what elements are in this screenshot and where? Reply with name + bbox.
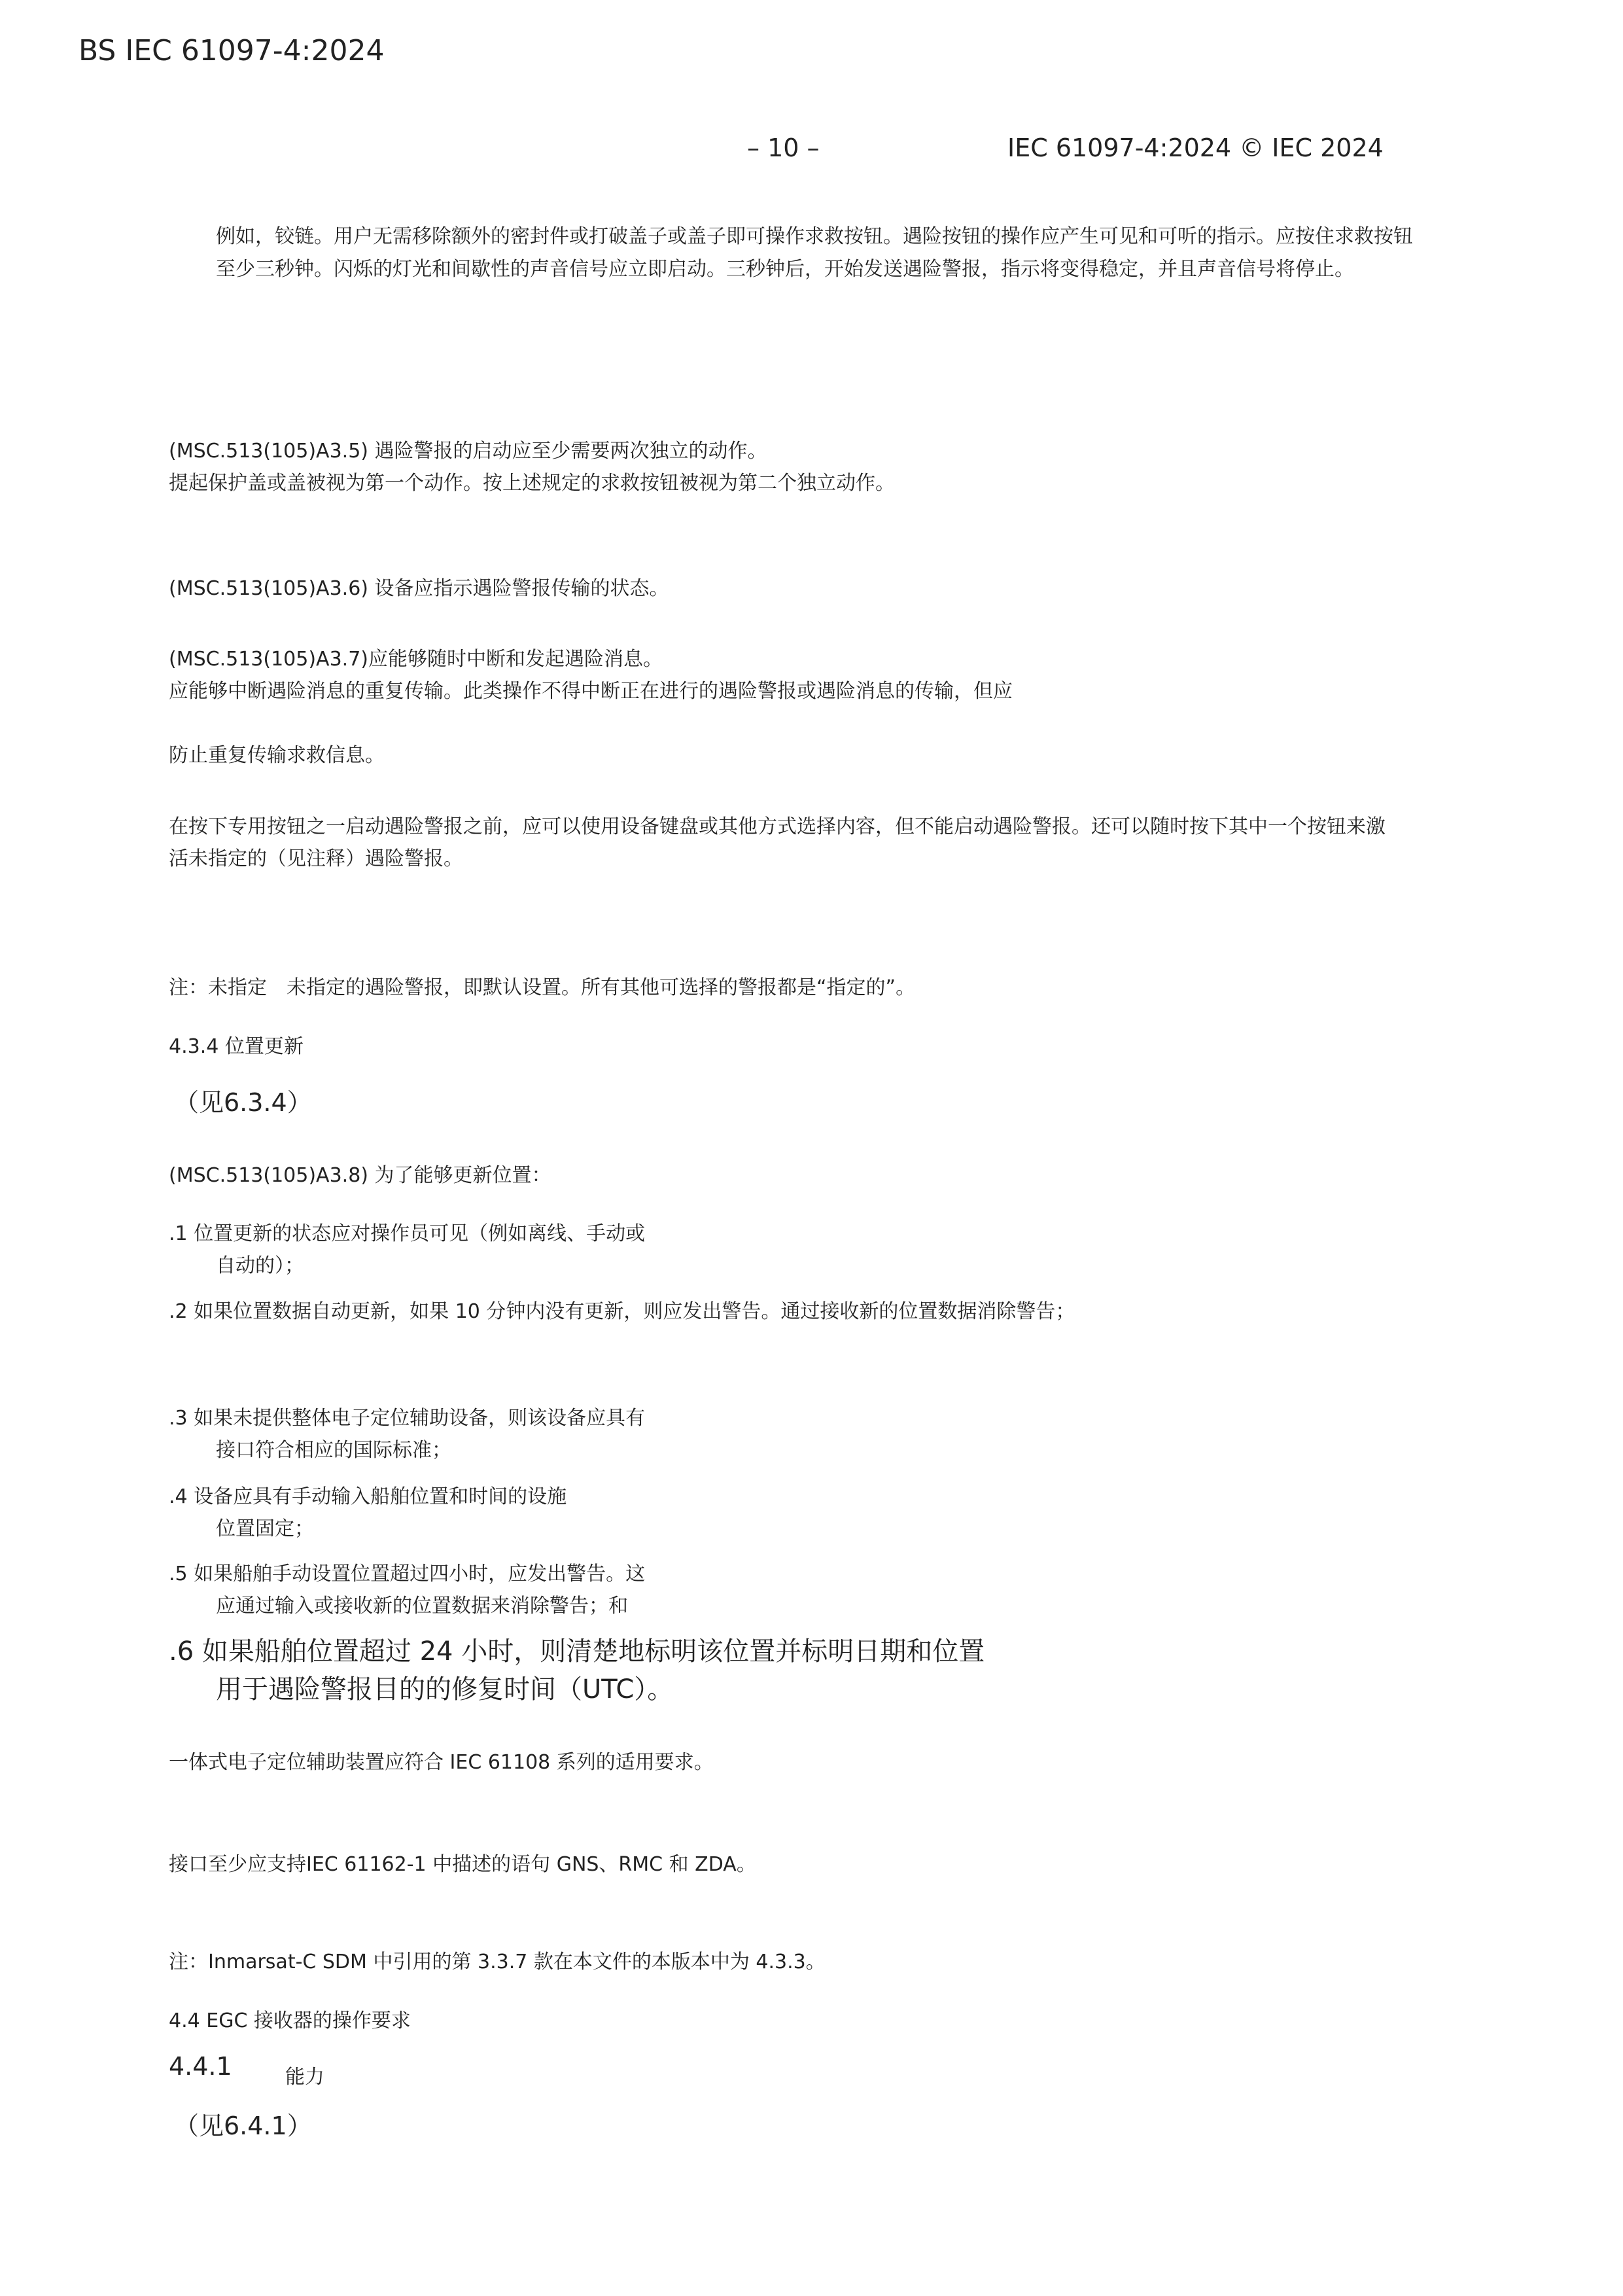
integral-epfs-statement: 一体式电子定位辅助装置应符合 IEC 61108 系列的适用要求。 [169, 1751, 714, 1774]
list-item-6: .6 如果船舶位置超过 24 小时，则清楚地标明该位置并标明日期和位置 [169, 1636, 985, 1667]
intro-line-1: 例如，铰链。用户无需移除额外的密封件或打破盖子或盖子即可操作求救按钮。遇险按钮的操作应产生可见和可听的指示。应按住求救按钮 [216, 225, 1413, 248]
intro-line-2: 至少三秒钟。闪烁的灯光和间歇性的声音信号应立即启动。三秒钟后，开始发送遇险警报，指示将变得稳定，并且声音信号将停止。 [216, 258, 1354, 281]
list-item-4-continued: 位置固定； [216, 1517, 314, 1540]
list-item-4: .4 设备应具有手动输入船舶位置和时间的设施 [169, 1485, 567, 1508]
note-inmarsat-sdm: 注：Inmarsat-C SDM 中引用的第 3.3.7 款在本文件的本版本中为 4.3.3。 [169, 1951, 826, 1973]
requirement-a3-7-continued: 防止重复传输求救信息。 [169, 744, 385, 767]
list-item-3-continued: 接口符合相应的国际标准； [216, 1439, 451, 1462]
list-item-1-continued: 自动的）； [216, 1254, 304, 1277]
selection-paragraph-line-1: 在按下专用按钮之一启动遇险警报之前，应可以使用设备键盘或其他方式选择内容，但不能启动遇险警报。还可以随时按下其中一个按钮来激 [169, 815, 1386, 838]
standard-designation: BS IEC 61097-4:2024 [79, 34, 385, 67]
interface-statement: 接口至少应支持IEC 61162-1 中描述的语句 GNS、RMC 和 ZDA。 [169, 1853, 756, 1876]
list-item-2: .2 如果位置数据自动更新，如果 10 分钟内没有更新，则应发出警告。通过接收新的位置数据消除警告； [169, 1300, 1075, 1323]
requirement-a3-7-detail: 应能够中断遇险消息的重复传输。此类操作不得中断正在进行的遇险警报或遇险消息的传输，但应 [169, 680, 1013, 703]
list-item-5: .5 如果船舶手动设置位置超过四小时，应发出警告。这 [169, 1563, 646, 1585]
requirement-a3-8: (MSC.513(105)A3.8) 为了能够更新位置： [169, 1164, 551, 1187]
section-4-4-1-title: 能力 [285, 2066, 324, 2089]
requirement-a3-5-detail: 提起保护盖或盖被视为第一个动作。按上述规定的求救按钮被视为第二个独立动作。 [169, 472, 895, 495]
selection-paragraph-line-2: 活未指定的（见注释）遇险警报。 [169, 847, 463, 870]
section-4-3-4-heading: 4.3.4 位置更新 [169, 1035, 304, 1058]
section-4-3-4-reference: （见6.3.4） [174, 1088, 312, 1117]
note-undesignated: 注：未指定 未指定的遇险警报，即默认设置。所有其他可选择的警报都是“指定的”。 [169, 976, 916, 999]
section-4-4-heading: 4.4 EGC 接收器的操作要求 [169, 2009, 411, 2032]
requirement-a3-6: (MSC.513(105)A3.6) 设备应指示遇险警报传输的状态。 [169, 577, 669, 600]
list-item-3: .3 如果未提供整体电子定位辅助设备，则该设备应具有 [169, 1407, 646, 1430]
section-4-4-1-number: 4.4.1 [169, 2052, 232, 2081]
requirement-a3-5: (MSC.513(105)A3.5) 遇险警报的启动应至少需要两次独立的动作。 [169, 440, 767, 463]
list-item-5-continued: 应通过输入或接收新的位置数据来消除警告；和 [216, 1595, 628, 1617]
requirement-a3-7: (MSC.513(105)A3.7)应能够随时中断和发起遇险消息。 [169, 648, 663, 671]
list-item-1: .1 位置更新的状态应对操作员可见（例如离线、手动或 [169, 1222, 646, 1245]
copyright-line: IEC 61097-4:2024 © IEC 2024 [1007, 133, 1384, 162]
section-4-4-1-reference: （见6.4.1） [174, 2111, 312, 2140]
list-item-6-continued: 用于遇险警报目的的修复时间（UTC）。 [216, 1674, 674, 1704]
page-number: – 10 – [747, 133, 820, 162]
